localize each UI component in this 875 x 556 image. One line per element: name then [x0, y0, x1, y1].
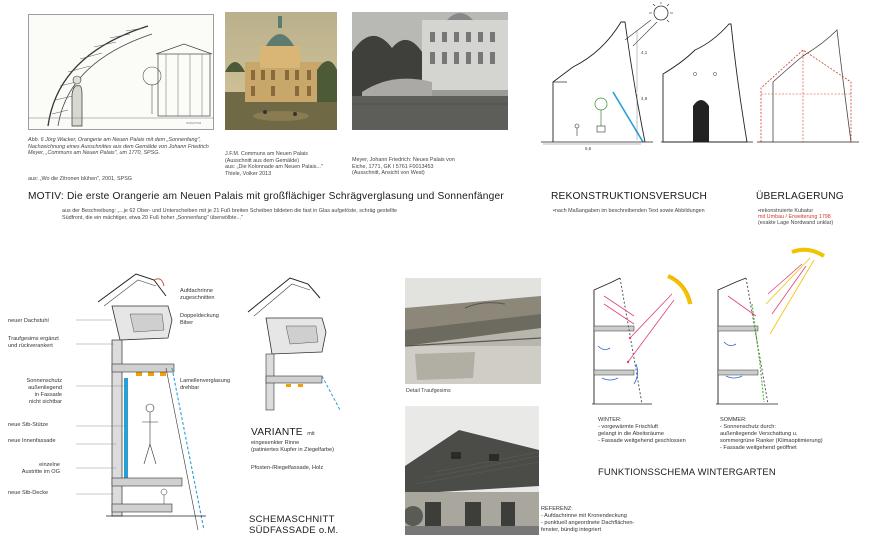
variante-rinne-text: eingesenkter Rinne (patiniertes Kupfer in Ziegelfarbe) — [251, 440, 335, 453]
rekonstruktion-heading: REKONSTRUKTIONSVERSUCH — [551, 191, 708, 202]
variante-title: VARIANTE — [251, 427, 303, 438]
referenz-building-photo — [405, 406, 539, 535]
sketch-caption: Abb. 6 Jörg Wacker, Orangerie am Neuen Palais mit dem „Sonnenfang", Nachzeichnung eines Ausschnittes aus dem Gemälde von Johann Friedrich Meyer, „Communs am Neuen Palais", um 1770, SPSG. — [28, 137, 209, 157]
schemaschnitt-title: SCHEMASCHNITT SÜDFASSADE o.M. — [249, 514, 339, 536]
sommer-heading: SOMMER: — [720, 417, 747, 423]
variante-drawing — [238, 272, 348, 412]
sketch-source: aus: „Wo die Zitronen blühen", 2001, SPSG — [28, 176, 132, 182]
label-sonnenschutz: Sonnenschutz außenliegend in Fassade nicht sichtbar — [26, 378, 62, 405]
label-austritte: einzelne Austritte im OG — [21, 462, 60, 475]
dim-label-3: 6,6 — [585, 146, 592, 151]
orangerie-sketch-image — [28, 14, 214, 130]
ueberlagerung-line-3: (exakte Lage Nordwand unklar) — [758, 220, 834, 226]
dim-label-2: 4,9 — [641, 96, 648, 101]
engraving-caption: Meyer, Johann Friedrich: Neues Palais von Eiche, 1771, GK I 5761 F0013453 (Ausschnitt, Ansicht von West) — [352, 157, 455, 177]
label-stb-stuetze: neue Stb-Stütze — [8, 422, 49, 428]
motiv-description: aus der Beschreibung: „...je 62 Ober- und Unterscheiben mit je 21 Fuß breiten Scheiben bildeten die fast in Glas aufgelöste, schräg gestellte Südfront, die ein mächtiger, etwa 20 Fuß hoher „Sonnenfang" überwölbte..." — [62, 208, 398, 221]
neues-palais-engraving-image — [352, 12, 508, 130]
winter-text: - vorgewärmte Frischluft gelangt in die Abeitsräume - Fassade weitgehend geschlossen — [598, 424, 686, 444]
motiv-heading: MOTIV: Die erste Orangerie am Neuen Palais mit großflächiger Schrägverglasung und Sonnenfänger — [28, 191, 504, 202]
variante-fassade-text: Pfosten-/Riegelfassade, Holz — [251, 465, 324, 471]
sommer-diagram — [712, 244, 842, 410]
label-traufgesims: Traufgesims ergänzt und rückverankert — [8, 336, 59, 349]
funktionsschema-title: FUNKTIONSSCHEMA WINTERGARTEN — [598, 466, 776, 477]
label-aufdachrinne: Aufdachrinne zugeschnitten — [180, 288, 215, 301]
label-stb-decke: neue Stb-Decke — [8, 490, 49, 496]
sommer-text: - Sonnenschutz durch: außenliegende Verschattung u. sommergrüne Ranker (Klimaoptimierung) - Fassade weitgehend geöffnet — [720, 424, 823, 451]
label-doppeldeckung: Doppeldeckung Biber — [180, 313, 219, 326]
svg-text:SIGNATUR: SIGNATUR — [186, 121, 202, 125]
variante-suffix: mit — [307, 431, 315, 437]
sun-icon — [649, 2, 673, 22]
label-lamellenverglasung: Lamellenverglasung drehbar — [180, 378, 231, 391]
detail-traufgesims-photo — [405, 278, 541, 384]
referenz-heading: REFERENZ: — [541, 506, 573, 512]
rekonstruktion-text: •nach Maßangaben im beschreibenden Text sowie Abbildungen — [553, 208, 705, 214]
label-neuer-dachstuhl: neuer Dachstuhl — [8, 318, 49, 324]
communs-painting-image — [225, 12, 337, 130]
label-innenfassade: neue Innenfassade — [8, 438, 56, 444]
referenz-text: - Aufdachrinne mit Kronendeckung - punktuell angeordnete Dachflächen- fenster, bündig integriert — [541, 513, 635, 533]
variante-heading — [251, 422, 315, 440]
detail-traufgesims-caption: Detail Traufgesims — [406, 388, 451, 394]
ueberlagerung-line-1: •rekonstruierte Kubatur — [758, 208, 814, 214]
dim-label-1: 4,1 — [641, 50, 648, 55]
schemaschnitt-drawing — [76, 268, 211, 536]
painting-caption: J.F.M. Communs am Neuen Palais (Ausschnitt aus dem Gemälde) aus: „Die Kolonnade am Neuen Palais..." Thiele, Volker 2013 — [225, 151, 323, 177]
ueberlagerung-heading: ÜBERLAGERUNG — [756, 191, 844, 202]
reconstruction-sketches — [533, 2, 868, 152]
winter-heading: WINTER: — [598, 417, 622, 423]
ueberlagerung-line-2: mit Umbau / Erweiterung 1798 — [758, 214, 831, 220]
winter-diagram — [590, 254, 714, 410]
